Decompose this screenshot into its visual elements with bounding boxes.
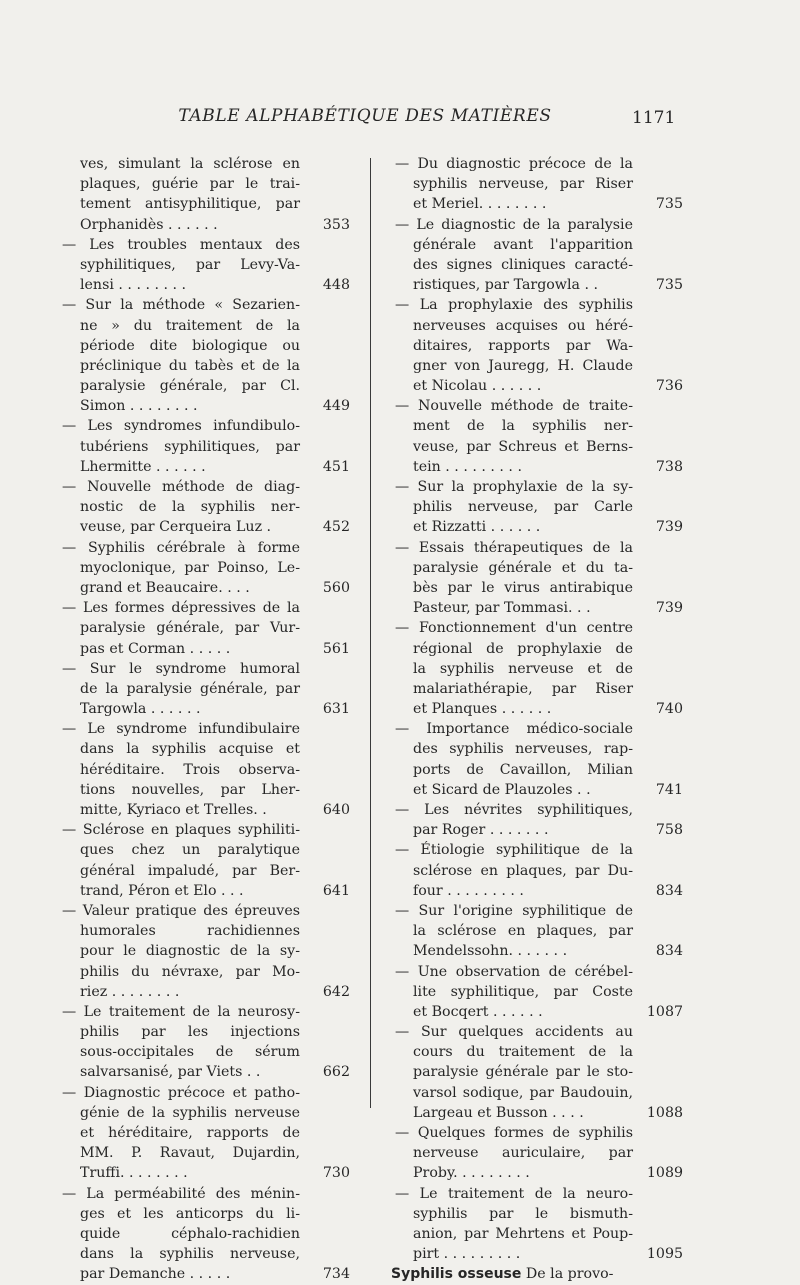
index-entry-text: philis du névraxe, par Mo-: [80, 963, 300, 980]
index-entry-text: grand et Beaucaire. . . .: [80, 579, 250, 596]
index-entry: [58, 154, 350, 235]
index-entry-text: bès par le virus antirabique: [413, 579, 633, 596]
index-entry: [58, 820, 350, 901]
index-entry: [391, 215, 683, 296]
index-entry-text: ditaires, rapports par Wa-: [413, 337, 633, 354]
index-entry-line: [391, 1083, 683, 1103]
index-entry-text: cours du traitement de la: [413, 1044, 633, 1061]
index-entry: [58, 901, 350, 1002]
index-entry-text: — Quelques formes de syphilis: [395, 1125, 633, 1141]
index-page-ref: 735: [655, 277, 683, 294]
index-entry-line: [58, 295, 350, 315]
column-divider: [370, 158, 371, 1108]
index-entry-text: syphilis nerveuse, par Riser: [413, 176, 633, 193]
index-entry-text: philis nerveuse, par Carle: [413, 499, 633, 516]
index-entry: [58, 1002, 350, 1083]
index-entry: [391, 154, 683, 215]
index-entry-line: [391, 1184, 683, 1204]
index-entry-text: dans la syphilis nerveuse,: [80, 1246, 300, 1263]
index-entry-line: [58, 255, 350, 275]
index-entry-text: et Sicard de Plauzoles . .: [413, 781, 591, 798]
index-entry-text: — Nouvelle méthode de traite-: [395, 398, 633, 415]
index-entry-line: [391, 154, 683, 174]
index-entry-text: MM. P. Ravaut, Dujardin,: [80, 1145, 300, 1162]
index-page-ref: 738: [655, 458, 683, 475]
index-entry-line: [58, 1204, 350, 1224]
index-entry-line: [58, 780, 350, 800]
index-entry-line: [58, 1224, 350, 1244]
index-entry: [58, 598, 350, 659]
index-entry-line: [391, 477, 683, 497]
index-entry-text: ges et les anticorps du li-: [80, 1205, 300, 1222]
index-entry-text: paralysie générale par le sto-: [413, 1064, 633, 1081]
index-entry-text: ristiques, par Targowla . .: [413, 277, 598, 294]
index-entry-line: [58, 437, 350, 457]
index-entry-text: lite syphilitique, par Coste: [413, 983, 633, 1000]
index-page-ref: 662: [322, 1064, 350, 1081]
index-entry-text: Orphanidès . . . . . .: [80, 216, 218, 233]
index-entry-line: [391, 639, 683, 659]
index-page-ref: 734: [322, 1266, 350, 1283]
page-number: 1171: [632, 108, 676, 128]
index-entry-text: nerveuses acquises ou héré-: [413, 317, 633, 334]
index-entry-line: [58, 154, 350, 174]
index-entry: [391, 618, 683, 719]
index-entry-text: De la provo-: [521, 1266, 614, 1283]
index-entry-text: Lhermitte . . . . . .: [80, 458, 206, 475]
index-entry-line: [391, 1143, 683, 1163]
index-entry-line: [58, 1184, 350, 1204]
index-entry: [391, 840, 683, 901]
index-heading: Syphilis osseuse: [391, 1266, 522, 1283]
index-entry-text: tement antisyphilitique, par: [80, 196, 300, 213]
index-entry-line: [58, 538, 350, 558]
index-entry-line: [391, 618, 683, 638]
index-entry-line: [391, 538, 683, 558]
index-page-ref: 640: [322, 802, 350, 819]
index-entry-text: Targowla . . . . . .: [80, 701, 201, 718]
index-entry-text: myoclonique, par Poinso, Le-: [80, 559, 300, 576]
index-entry: [58, 538, 350, 599]
index-entry-line: [58, 820, 350, 840]
index-entry: [58, 1083, 350, 1184]
index-entry-line: [58, 194, 350, 214]
index-page-ref: 560: [322, 579, 350, 596]
index-entry-text: pirt . . . . . . . . .: [413, 1246, 521, 1263]
index-entry-text: héréditaire. Trois observa-: [80, 761, 300, 778]
index-entry-text: — Essais thérapeutiques de la: [395, 539, 633, 556]
index-page-ref: 451: [322, 458, 350, 475]
index-entry-text: — Le syndrome infundibulaire: [62, 721, 300, 738]
index-page-ref: 735: [655, 196, 683, 213]
index-entry-line: [391, 1042, 683, 1062]
index-entry-line: [391, 396, 683, 416]
index-page-ref: 449: [322, 398, 350, 415]
index-entry: [391, 719, 683, 800]
index-entry-line: [391, 578, 683, 598]
index-entry-text: la sclérose en plaques, par: [413, 923, 633, 940]
index-entry-line: [58, 840, 350, 860]
index-entry-line: [58, 1083, 350, 1103]
index-entry-text: trand, Péron et Elo . . .: [80, 882, 244, 899]
index-entry-line: [58, 659, 350, 679]
index-entry-text: salvarsanisé, par Viets . .: [80, 1064, 261, 1081]
index-entry-text: — Sur la prophylaxie de la sy-: [395, 479, 633, 495]
index-entry-text: varsol sodique, par Baudouin,: [413, 1084, 633, 1101]
index-entry-line: [58, 477, 350, 497]
index-entry: [391, 1022, 683, 1123]
index-entry-text: période dite biologique ou: [80, 337, 300, 354]
index-entry-text: par Demanche . . . . .: [80, 1266, 231, 1283]
index-entry-line: [391, 558, 683, 578]
index-entry-text: — Les névrites syphilitiques,: [395, 802, 633, 818]
index-entry-text: — Nouvelle méthode de diag-: [62, 479, 300, 495]
index-entry-text: Truffi. . . . . . . .: [80, 1165, 188, 1182]
index-entry-text: de la paralysie générale, par: [80, 680, 300, 697]
index-entry-text: la syphilis nerveuse et de: [413, 660, 633, 677]
index-entry-line: [391, 840, 683, 860]
index-entry: [391, 477, 683, 538]
index-entry-line: [391, 1224, 683, 1244]
index-entry-line: [58, 1002, 350, 1022]
index-page-ref: 1088: [646, 1104, 683, 1121]
index-entry-text: nerveuse auriculaire, par: [413, 1145, 633, 1162]
index-entry-text: Pasteur, par Tommasi. . .: [413, 600, 591, 617]
index-entry-line: [391, 719, 683, 739]
index-entry-text: tions nouvelles, par Lher-: [80, 781, 300, 798]
index-page-ref: 758: [655, 822, 683, 839]
index-page-ref: 739: [655, 519, 683, 536]
index-entry-text: — Valeur pratique des épreuves: [62, 902, 300, 919]
index-entry: [391, 1184, 683, 1265]
index-entry-text: — Une observation de cérébel-: [395, 963, 633, 980]
index-page-ref: 1089: [646, 1165, 683, 1182]
index-entry-text: générale avant l'apparition: [413, 236, 633, 253]
index-entry-line: [58, 316, 350, 336]
index-entry-line: [58, 618, 350, 638]
index-page-ref: 641: [322, 882, 350, 899]
index-entry-line: [391, 174, 683, 194]
index-entry: [391, 1123, 683, 1184]
index-entry-text: Simon . . . . . . . .: [80, 398, 198, 415]
index-entry-text: plaques, guérie par le trai-: [80, 176, 300, 193]
index-page-ref: 1095: [646, 1246, 683, 1263]
index-page-ref: 448: [322, 277, 350, 294]
index-entry-line: [391, 921, 683, 941]
index-entry-line: [391, 497, 683, 517]
index-entry-line: [391, 1062, 683, 1082]
index-page-ref: 452: [322, 519, 350, 536]
index-entry-line: [391, 962, 683, 982]
index-entry-text: paralysie générale, par Vur-: [80, 620, 300, 637]
index-entry-text: général impaludé, par Ber-: [80, 862, 300, 879]
index-entry-line: [58, 901, 350, 921]
index-entry-text: préclinique du tabès et de la: [80, 357, 300, 374]
index-page-ref: 353: [322, 216, 350, 233]
index-entry: [58, 416, 350, 477]
index-entry-text: quide céphalo-rachidien: [80, 1225, 300, 1242]
index-entry-line: [58, 336, 350, 356]
index-entry: [391, 538, 683, 619]
index-entry-text: — Les troubles mentaux des: [62, 236, 300, 253]
index-entry: [58, 295, 350, 416]
index-entry-text: four . . . . . . . . .: [413, 882, 524, 899]
index-entry-line: [58, 719, 350, 739]
index-entry-text: riez . . . . . . . .: [80, 983, 180, 1000]
index-entry: [58, 719, 350, 820]
index-entry-text: — Sur l'origine syphilitique de: [395, 902, 633, 919]
index-entry: [391, 800, 683, 840]
index-entry-line: [58, 760, 350, 780]
index-entry-line: [391, 679, 683, 699]
index-entry-text: régional de prophylaxie de: [413, 640, 633, 657]
index-entry: [58, 659, 350, 720]
index-column-right: [391, 154, 683, 1285]
index-entry-line: [391, 739, 683, 759]
index-entry-line: [391, 1123, 683, 1143]
index-entry-text: et héréditaire, rapports de: [80, 1125, 300, 1141]
index-entry-text: philis par les injections: [80, 1024, 300, 1041]
index-entry: [58, 1184, 350, 1285]
index-entry-line: [58, 376, 350, 396]
index-page-ref: 739: [655, 600, 683, 617]
index-entry-line: [58, 962, 350, 982]
index-entry-text: — Étiologie syphilitique de la: [395, 842, 633, 859]
index-entry-line: [391, 255, 683, 275]
index-entry-text: — Le traitement de la neurosy-: [62, 1003, 300, 1020]
index-entry-text: — Syphilis cérébrale à forme: [62, 539, 300, 556]
index-page-ref: 642: [322, 983, 350, 1000]
index-entry-line: [58, 497, 350, 517]
index-entry-text: et Bocqert . . . . . .: [413, 1003, 543, 1020]
index-entry-line: [58, 1143, 350, 1163]
index-entry-text: et Rizzatti . . . . . .: [413, 519, 541, 536]
index-entry-text: — La perméabilité des ménin-: [62, 1185, 300, 1202]
index-entry-line: [58, 598, 350, 618]
index-entry-text: — Les formes dépressives de la: [62, 600, 300, 617]
index-entry-line: [391, 437, 683, 457]
index-page-ref: 631: [322, 701, 350, 718]
index-entry-text: — Du diagnostic précoce de la: [395, 156, 633, 172]
index-entry: [58, 235, 350, 296]
index-entry-text: ports de Cavaillon, Milian: [413, 761, 633, 778]
index-entry-text: mitte, Kyriaco et Trelles. .: [80, 802, 267, 818]
index-entry-text: Proby. . . . . . . . .: [413, 1165, 530, 1182]
index-page-ref: 834: [655, 882, 683, 899]
index-page-ref: 730: [322, 1165, 350, 1182]
index-entry-line: [391, 1264, 683, 1284]
index-entry: [391, 901, 683, 962]
index-entry-text: — La prophylaxie des syphilis: [395, 297, 633, 314]
index-entry-line: [391, 760, 683, 780]
index-entry-text: — Diagnostic précoce et patho-: [62, 1084, 300, 1101]
index-entry-line: [391, 356, 683, 376]
index-page-ref: 736: [655, 378, 683, 395]
index-entry: [391, 1264, 683, 1284]
index-entry-text: humorales rachidiennes: [80, 923, 300, 940]
index-entry-text: ves, simulant la sclérose en: [80, 156, 300, 172]
index-entry-line: [58, 679, 350, 699]
index-entry-line: [391, 901, 683, 921]
index-entry-text: et Meriel. . . . . . . .: [413, 196, 547, 213]
index-entry: [391, 962, 683, 1023]
index-entry-text: — Sur le syndrome humoral: [62, 660, 300, 677]
index-entry-text: veuse, par Cerqueira Luz .: [80, 519, 272, 536]
index-entry-text: anion, par Mehrtens et Poup-: [413, 1225, 633, 1242]
index-entry-text: — Fonctionnement d'un centre: [395, 620, 633, 637]
index-entry-text: veuse, par Schreus et Berns-: [413, 438, 633, 455]
index-entry-text: génie de la syphilis nerveuse: [80, 1104, 300, 1121]
index-entry-text: sous-occipitales de sérum: [80, 1044, 300, 1061]
index-entry-text: paralysie générale et du ta-: [413, 559, 633, 576]
index-entry-text: Mendelssohn. . . . . . .: [413, 943, 568, 960]
index-entry-text: ment de la syphilis ner-: [413, 418, 633, 435]
index-entry-text: — Sclérose en plaques syphiliti-: [62, 822, 300, 839]
index-entry-text: — Le diagnostic de la paralysie: [395, 216, 633, 233]
index-entry-text: syphilis par le bismuth-: [413, 1205, 633, 1222]
index-entry-line: [391, 1022, 683, 1042]
index-page-ref: 741: [655, 781, 683, 798]
index-entry-line: [58, 1022, 350, 1042]
index-entry-line: [391, 1204, 683, 1224]
index-entry-line: [391, 659, 683, 679]
index-entry-line: [58, 174, 350, 194]
index-entry: [391, 295, 683, 396]
index-entry-text: sclérose en plaques, par Du-: [413, 862, 633, 879]
index-entry-text: des signes cliniques caracté-: [413, 256, 633, 273]
index-entry-line: [391, 416, 683, 436]
index-entry-line: [391, 316, 683, 336]
index-entry-line: [58, 235, 350, 255]
index-page-ref: 1087: [646, 1003, 683, 1020]
index-entry-text: — Les syndromes infundibulo-: [62, 418, 300, 435]
index-entry-text: lensi . . . . . . . .: [80, 277, 187, 294]
index-entry-text: et Planques . . . . . .: [413, 701, 552, 718]
index-entry-text: des syphilis nerveuses, rap-: [413, 741, 633, 758]
index-entry-text: tubériens syphilitiques, par: [80, 438, 300, 455]
index-entry-line: [391, 861, 683, 881]
index-entry-line: [58, 1103, 350, 1123]
index-entry-text: — Le traitement de la neuro-: [395, 1185, 633, 1202]
index-entry-line: [58, 416, 350, 436]
index-entry-text: — Sur la méthode « Sezarien-: [62, 297, 300, 314]
running-header-title: TABLE ALPHABÉTIQUE DES MATIÈRES: [178, 106, 552, 126]
index-entry-text: Largeau et Busson . . . .: [413, 1104, 584, 1121]
index-entry-line: [58, 921, 350, 941]
index-entry-text: et Nicolau . . . . . .: [413, 378, 542, 395]
index-entry-line: [58, 941, 350, 961]
index-entry-text: gner von Jauregg, H. Claude: [413, 357, 633, 374]
index-entry-line: [58, 739, 350, 759]
index-entry-line: [58, 861, 350, 881]
index-entry-text: — Importance médico-sociale: [395, 721, 633, 738]
index-entry-text: pas et Corman . . . . .: [80, 640, 231, 657]
index-entry: [58, 477, 350, 538]
index-entry-text: tein . . . . . . . . .: [413, 458, 522, 475]
index-entry-line: [58, 558, 350, 578]
index-entry-line: [391, 235, 683, 255]
index-entry-text: — Sur quelques accidents au: [395, 1024, 633, 1041]
index-entry-line: [391, 336, 683, 356]
index-page-ref: 740: [655, 701, 683, 718]
index-entry-text: dans la syphilis acquise et: [80, 741, 300, 758]
index-entry-line: [58, 356, 350, 376]
index-entry-text: ne » du traitement de la: [80, 317, 300, 334]
index-entry-line: [391, 215, 683, 235]
index-entry-line: [58, 1123, 350, 1143]
index-entry-text: pour le diagnostic de la sy-: [80, 943, 300, 960]
index-entry-line: [391, 800, 683, 820]
index-entry-text: nostic de la syphilis ner-: [80, 499, 300, 516]
index-entry-text: par Roger . . . . . . .: [413, 822, 549, 839]
index-page-ref: 834: [655, 943, 683, 960]
index-entry-line: [58, 1244, 350, 1264]
index-entry-text: syphilitiques, par Levy-Va-: [80, 256, 300, 273]
index-entry-text: malariathérapie, par Riser: [413, 680, 633, 697]
index-entry-line: [391, 982, 683, 1002]
index-column-left: [58, 154, 350, 1285]
index-entry-line: [58, 1042, 350, 1062]
index-entry: [391, 396, 683, 477]
index-entry-line: [391, 295, 683, 315]
index-entry-text: ques chez un paralytique: [80, 842, 300, 859]
index-page-ref: 561: [322, 640, 350, 657]
index-entry-text: paralysie générale, par Cl.: [80, 378, 300, 395]
